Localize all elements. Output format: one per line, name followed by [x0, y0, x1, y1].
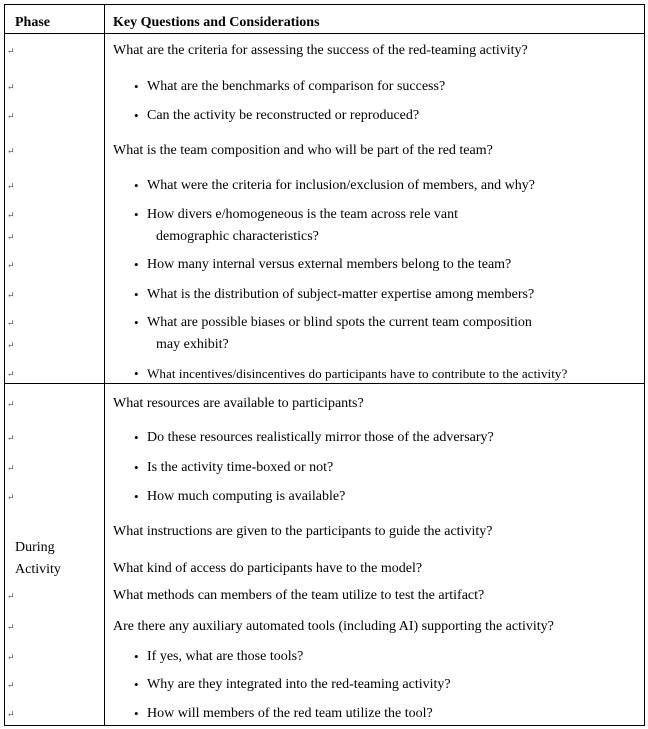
sub-question: How much computing is available? — [147, 489, 346, 504]
questions-table — [4, 4, 645, 726]
sub-question: Why are they integrated into the red-teaming activity? — [147, 677, 451, 692]
sub-question: What incentives/disincentives do participants have to contribute to the activity? — [147, 366, 568, 381]
paragraph-mark-icon: ↵ — [7, 340, 15, 350]
phase-during-line2: Activity — [15, 562, 61, 577]
header-phase: Phase — [15, 15, 50, 30]
bullet-icon: • — [134, 315, 139, 330]
paragraph-mark-icon: ↵ — [7, 318, 15, 328]
bullet-icon: • — [134, 430, 139, 445]
bullet-icon: • — [134, 649, 139, 664]
paragraph-mark-icon: ↵ — [7, 290, 15, 300]
paragraph-mark-icon: ↵ — [7, 210, 15, 220]
row-divider — [5, 383, 644, 384]
paragraph-mark-icon: ↵ — [7, 680, 15, 690]
bullet-icon: • — [134, 257, 139, 272]
question-resources: What resources are available to participants? — [113, 396, 364, 411]
sub-question-continued: demographic characteristics? — [156, 229, 319, 244]
bullet-icon: • — [134, 489, 139, 504]
bullet-icon: • — [134, 79, 139, 94]
question-methods: What methods can members of the team utilize to test the artifact? — [113, 588, 485, 603]
paragraph-mark-icon: ↵ — [7, 709, 15, 719]
paragraph-mark-icon: ↵ — [7, 622, 15, 632]
paragraph-mark-icon: ↵ — [7, 260, 15, 270]
bullet-icon: • — [134, 287, 139, 302]
paragraph-mark-icon: ↵ — [7, 492, 15, 502]
sub-question: How divers e/homogeneous is the team across rele vant — [147, 207, 459, 222]
phase-during-line1: During — [15, 540, 55, 555]
paragraph-mark-icon: ↵ — [7, 591, 15, 601]
bullet-icon: • — [134, 706, 139, 721]
paragraph-mark-icon: ↵ — [7, 433, 15, 443]
paragraph-mark-icon: ↵ — [7, 181, 15, 191]
header-divider — [5, 33, 644, 34]
sub-question: What are the benchmarks of comparison for success? — [147, 79, 446, 94]
bullet-icon: • — [134, 366, 139, 381]
paragraph-mark-icon: ↵ — [7, 146, 15, 156]
question-team-composition: What is the team composition and who will be part of the red team? — [113, 143, 493, 158]
paragraph-mark-icon: ↵ — [7, 399, 15, 409]
paragraph-mark-icon: ↵ — [7, 463, 15, 473]
bullet-icon: • — [134, 108, 139, 123]
bullet-icon: • — [134, 207, 139, 222]
sub-question: What is the distribution of subject-matter expertise among members? — [147, 287, 535, 302]
question-success-criteria: What are the criteria for assessing the success of the red-teaming activity? — [113, 43, 528, 58]
sub-question: Is the activity time-boxed or not? — [147, 460, 334, 475]
bullet-icon: • — [134, 460, 139, 475]
sub-question: How many internal versus external members belong to the team? — [147, 257, 512, 272]
paragraph-mark-icon: ↵ — [7, 652, 15, 662]
header-questions: Key Questions and Considerations — [113, 15, 320, 30]
sub-question: How will members of the red team utilize the tool? — [147, 706, 433, 721]
question-access: What kind of access do participants have to the model? — [113, 561, 423, 576]
paragraph-mark-icon: ↵ — [7, 111, 15, 121]
sub-question: If yes, what are those tools? — [147, 649, 304, 664]
sub-question: What were the criteria for inclusion/exclusion of members, and why? — [147, 178, 535, 193]
paragraph-mark-icon: ↵ — [7, 369, 15, 379]
sub-question: Can the activity be reconstructed or reproduced? — [147, 108, 420, 123]
bullet-icon: • — [134, 178, 139, 193]
sub-question: Do these resources realistically mirror those of the adversary? — [147, 430, 494, 445]
column-divider — [104, 5, 105, 725]
question-instructions: What instructions are given to the participants to guide the activity? — [113, 524, 493, 539]
sub-question: What are possible biases or blind spots the current team composition — [147, 315, 532, 330]
question-auxiliary-tools: Are there any auxiliary automated tools (including AI) supporting the activity? — [113, 619, 554, 634]
bullet-icon: • — [134, 677, 139, 692]
paragraph-mark-icon: ↵ — [7, 232, 15, 242]
paragraph-mark-icon: ↵ — [7, 46, 15, 56]
paragraph-mark-icon: ↵ — [7, 82, 15, 92]
sub-question-continued: may exhibit? — [156, 337, 229, 352]
